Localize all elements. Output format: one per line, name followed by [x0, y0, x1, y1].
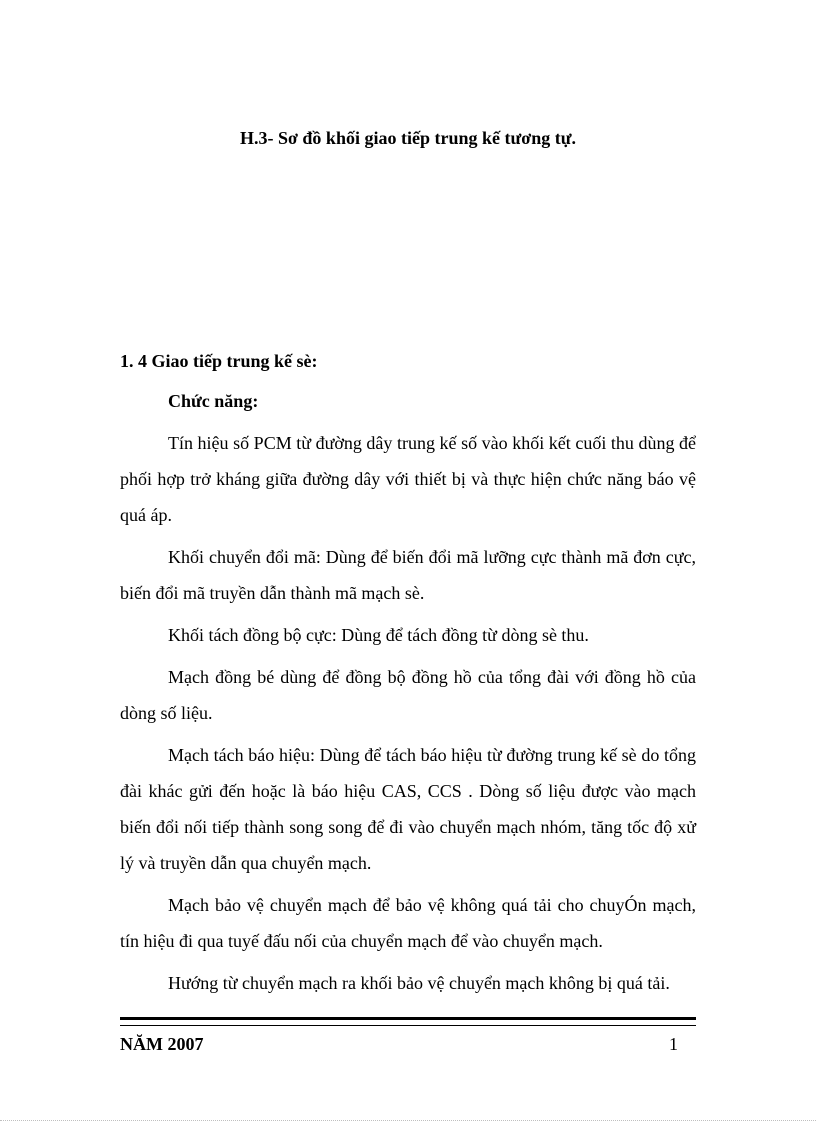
- section-heading: 1. 4 Giao tiếp trung kế sè:: [120, 351, 318, 371]
- paragraph-7: Hướng từ chuyển mạch ra khối bảo vệ chuyển mạch không bị quá tải.: [168, 973, 670, 993]
- paragraph-1: Tín hiệu số PCM từ đường dây trung kế số vào khối kết cuối thu dùng để phối hợp trở kháng giữa đường dây với thiết bị và thực hiện chức năng báo vệ quá áp.: [120, 433, 696, 525]
- page-number: 1: [669, 1034, 678, 1054]
- paragraph-2: Khối chuyển đổi mã: Dùng để biến đổi mã lưỡng cực thành mã đơn cực, biến đổi mã truyền dẫn thành mã mạch sè.: [120, 547, 696, 603]
- paragraph-5: Mạch tách báo hiệu: Dùng để tách báo hiệu từ đường trung kế sè do tổng đài khác gửi đến hoặc là báo hiệu CAS, CCS . Dòng số liệu được vào mạch biến đổi nối tiếp thành song song để đi vào chuyển mạch nhóm, tăng tốc độ xử lý và truyền dẫn qua chuyển mạch.: [120, 745, 696, 873]
- page-edge-divider: [0, 1120, 816, 1121]
- figure-caption: H.3- Sơ đồ khối giao tiếp trung kế tương tự.: [239, 128, 577, 148]
- footer-year: NĂM 2007: [120, 1034, 204, 1054]
- paragraph-6: Mạch bảo vệ chuyển mạch để bảo vệ không quá tải cho chuyÓn mạch, tín hiệu đi qua tuyế đấu nối của chuyển mạch để vào chuyển mạch.: [120, 895, 696, 951]
- footer-rule-thick: [120, 1017, 696, 1020]
- section-subheading: Chức năng:: [168, 391, 259, 411]
- section-body: [120, 343, 696, 1001]
- paragraph-3: Khối tách đồng bộ cực: Dùng để tách đồng từ dòng sè thu.: [168, 625, 589, 645]
- paragraph-4: Mạch đồng bé dùng để đồng bộ đồng hồ của tổng đài với đồng hồ của dòng số liệu.: [120, 667, 696, 723]
- footer-rule-thin: [120, 1025, 696, 1026]
